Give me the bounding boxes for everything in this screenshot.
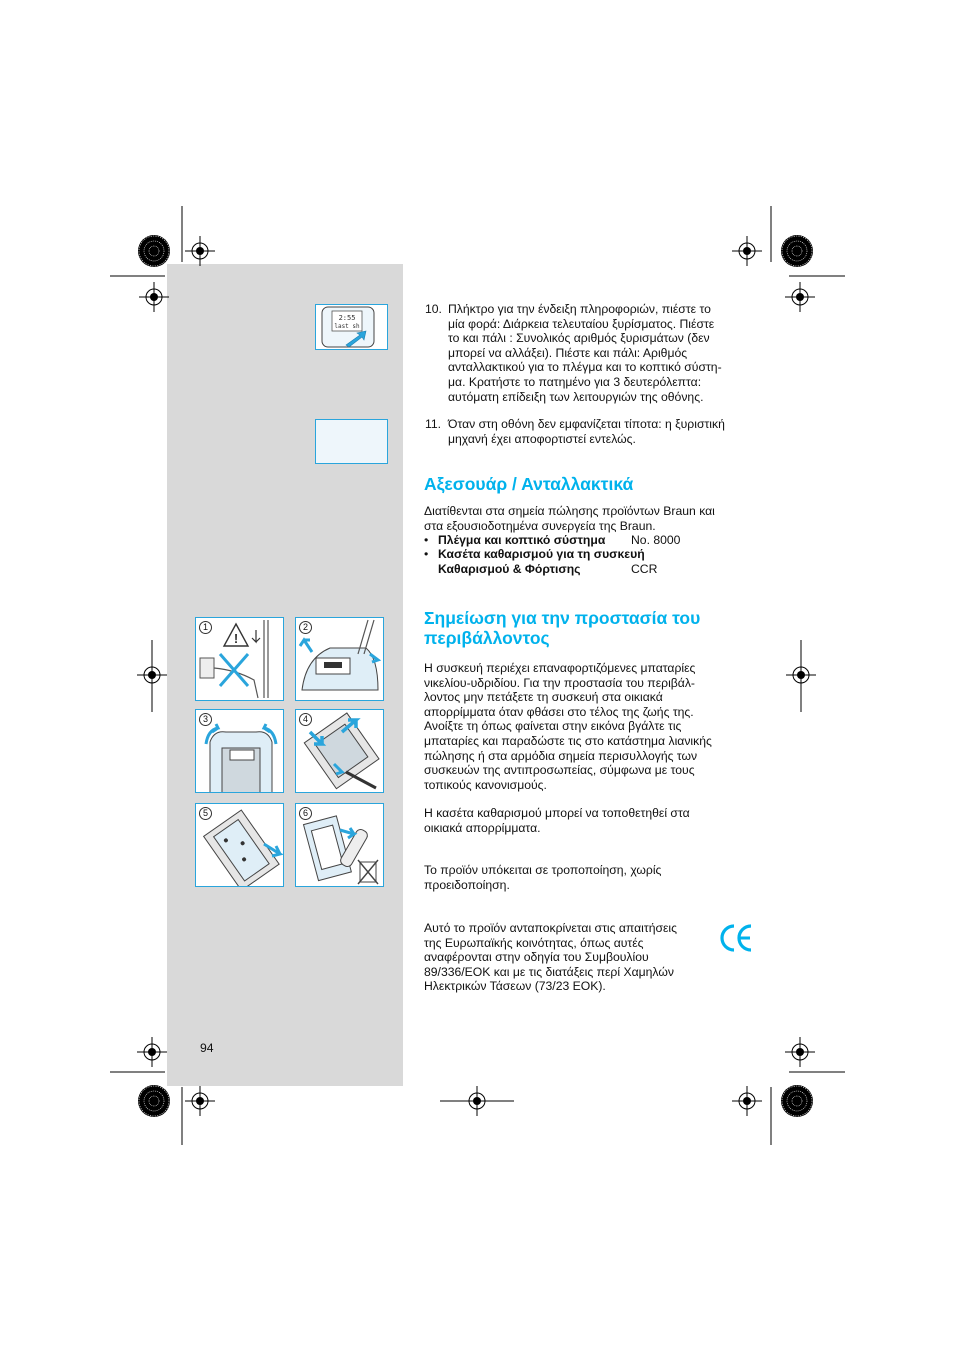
conformity-paragraph: Αυτό το προϊόν ανταποκρίνεται στις απαιτήσεις της Ευρωπαϊκής κοινότητας, όπως αυτές αναφέρονται στην οδηγία του Συμβουλίου 89/336/ΕΟΚ και με τις διατάξεις περί Χαμηλών Ηλεκτρικών Τάσεων (73/23 ΕΟΚ). (424, 921, 678, 994)
list-item (425, 302, 765, 412)
item-number: 11. (425, 417, 442, 431)
figure-6-dispose-batteries (295, 803, 384, 887)
figure-1-unplug (195, 617, 284, 701)
page-number: 94 (200, 1041, 214, 1055)
cassette-paragraph: Η κασέτα καθαρισμού μπορεί να τοποθετηθεί στα οικιακά απορρίμματα. (424, 806, 690, 835)
bullet-dot: • (424, 533, 429, 547)
accessories-intro: Διατίθενται στα σημεία πώλησης προϊόντων Braun και στα εξουσιοδοτημένα συνεργεία της Braun. (424, 504, 715, 533)
svg-text:2:55: 2:55 (338, 314, 356, 322)
figure-number: 4 (299, 713, 312, 726)
item-text: Πλήκτρο για την ένδειξη πληροφοριών, πιέστε το μία φορά: Διάρκεια τελευταίου ξυρίσματος. Πιέστε το και πάλι : Συνολικός αριθμός ξυρισμάτων (δεν μπορεί να αλλάξει). Πιέστε και πάλι: Αριθμός ανταλλακτικού για το πλέγμα και το κοπτικό σύστη- μα. Κρατήστε το πατημένο για 3 δευτερόλεπτα: αυτόματη επίδειξη των λειτουργιών της οθόνης. (448, 302, 722, 404)
figure-4-unscrew (295, 709, 384, 793)
item-number: 10. (425, 302, 442, 316)
part-code: No. 8000 (631, 533, 681, 547)
part-code: CCR (631, 561, 658, 576)
figure-number: 1 (199, 621, 212, 634)
modification-paragraph: Το προϊόν υπόκειται σε τροποποίηση, χωρίς προειδοποίηση. (424, 863, 662, 892)
svg-text:!: ! (233, 631, 239, 646)
display-illustration (315, 304, 388, 350)
accessories-heading: Αξεσουάρ / Ανταλλακτικά (424, 474, 634, 494)
svg-text:last sh: last sh (334, 323, 360, 330)
list-item (425, 417, 765, 449)
environment-paragraph: Η συσκευή περιέχει επαναφορτιζόμενες μπαταρίες νικελίου-υδριδίου. Για την προστασία του περιβάλ- λοντος μην πετάξετε τη συσκευή στα οικιακά απορρίμματα όταν φθάσει στο τέλος της ζωής της. Ανοίξτε τη όπως φαίνεται στην εικόνα βγάλτε τις μπαταρίες και παραδώστε τις στο κατάστημα λιανικής πώλησης ή στα αρμόδια σημεία περισυλλογής των συσκευών της αντιπροσωπείας, σύμφωνα με τους τοπικούς κανονισμούς. (424, 661, 712, 792)
environment-heading: Σημείωση για την προστασία του περιβάλλοντος (424, 608, 701, 648)
item-text: Όταν στη οθόνη δεν εμφανίζεται τίποτα: η ξυριστική μηχανή έχει αποφορτιστεί εντελώς. (448, 417, 725, 446)
part-name: Πλέγμα και κοπτικό σύστημα (438, 533, 606, 547)
figure-number: 3 (199, 713, 212, 726)
bullet-dot: • (424, 547, 429, 561)
figure-number: 6 (299, 807, 312, 820)
figure-number: 2 (299, 621, 312, 634)
figure-2-remove-head (295, 617, 384, 701)
ce-mark-icon (718, 922, 754, 954)
figure-number: 5 (199, 807, 212, 820)
list-item (424, 533, 754, 548)
figure-5-remove-pcb (195, 803, 284, 887)
list-item (424, 547, 754, 577)
figure-3-open-housing (195, 709, 284, 793)
part-name: Κασέτα καθαρισμού για τη συσκευή Καθαρισμού & Φόρτισης (438, 547, 645, 576)
empty-display-illustration (315, 419, 388, 464)
